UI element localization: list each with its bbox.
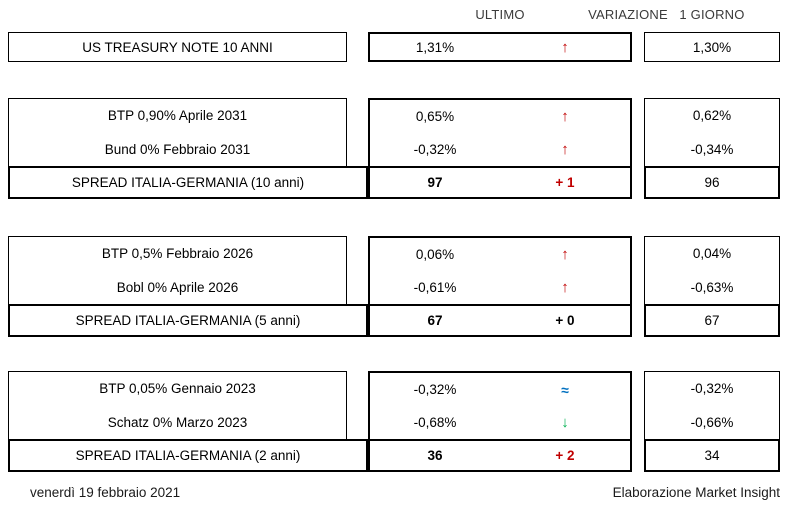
column-header-variazione: VARIAZIONE [588,7,668,22]
spread-ultimo-value: 67 [427,313,443,328]
up-arrow-icon: ↑ [561,246,569,263]
bond-label: Bobl 0% Aprile 2026 [116,279,239,295]
treasury-label: US TREASURY NOTE 10 ANNI [82,39,273,55]
bond-group-5-anni [8,236,780,337]
bond-ultimo-value: -0,68% [413,415,457,430]
bond-ultimo-value: -0,32% [413,382,457,397]
spread-1giorno-value: 96 [704,175,720,190]
group10-ultimo-variazione-box [368,98,632,199]
up-arrow-icon: ↑ [561,279,569,296]
treasury-ultimo-variazione-box [368,32,632,62]
report-source: Elaborazione Market Insight [612,485,780,500]
treasury-label-cell [8,32,347,62]
spread-label: SPREAD ITALIA-GERMANIA (10 anni) [71,175,305,190]
group10-labels-cell [8,98,347,167]
bond-ultimo-value: -0,61% [413,280,457,295]
group10-1giorno-cell [644,98,780,167]
column-header-1giorno: 1 GIORNO [679,7,745,22]
column-header-ultimo: ULTIMO [475,7,525,22]
bond-1giorno-value: -0,34% [690,141,734,157]
treasury-1giorno-cell [644,32,780,62]
bond-label: BTP 0,90% Aprile 2031 [107,108,248,124]
bond-ultimo-value: 0,65% [415,109,455,124]
group2-labels-cell [8,371,347,440]
bond-label: BTP 0,05% Gennaio 2023 [99,381,256,397]
up-arrow-icon: ↑ [561,108,569,125]
spread-variazione-value: + 2 [555,448,575,463]
footer [0,477,794,508]
up-arrow-icon: ↑ [561,141,569,158]
treasury-ultimo-value: 1,31% [415,39,455,55]
group2-spread-label-cell [8,439,368,472]
bond-1giorno-value: -0,63% [690,279,734,295]
spread-1giorno-value: 67 [704,313,720,328]
group2-spread-1giorno-cell [644,439,780,472]
group5-labels-cell [8,236,347,305]
spread-ultimo-value: 36 [427,448,443,463]
group10-spread-label-cell [8,166,368,199]
bond-label: Schatz 0% Marzo 2023 [107,414,248,430]
approx-equal-icon: ≈ [561,381,569,398]
group5-spread-1giorno-cell [644,304,780,337]
spread-ultimo-value: 97 [427,175,443,190]
bond-ultimo-value: 0,06% [415,247,455,262]
spread-label: SPREAD ITALIA-GERMANIA (2 anni) [75,448,301,463]
bond-label: Bund 0% Febbraio 2031 [104,141,251,157]
spread-label: SPREAD ITALIA-GERMANIA (5 anni) [75,313,301,328]
spread-variazione-value: + 0 [555,313,575,328]
treasury-row [8,32,780,62]
report-date: venerdì 19 febbraio 2021 [30,485,181,500]
group2-1giorno-cell [644,371,780,440]
bond-label: BTP 0,5% Febbraio 2026 [101,246,254,262]
group2-ultimo-variazione-box [368,371,632,472]
bond-group-10-anni [8,98,780,199]
up-arrow-icon: ↑ [561,38,569,56]
bond-group-2-anni [8,371,780,472]
group5-1giorno-cell [644,236,780,305]
down-arrow-icon: ↓ [561,414,569,431]
bond-1giorno-value: -0,66% [690,414,734,430]
group10-spread-1giorno-cell [644,166,780,199]
bond-1giorno-value: 0,62% [692,108,732,124]
group5-ultimo-variazione-box [368,236,632,337]
spread-variazione-value: + 1 [555,175,575,190]
spread-1giorno-value: 34 [704,448,720,463]
treasury-1giorno-value: 1,30% [692,39,732,55]
group5-spread-label-cell [8,304,368,337]
bond-1giorno-value: 0,04% [692,246,732,262]
column-headers [8,0,780,32]
bond-1giorno-value: -0,32% [690,381,734,397]
bond-ultimo-value: -0,32% [413,142,457,157]
